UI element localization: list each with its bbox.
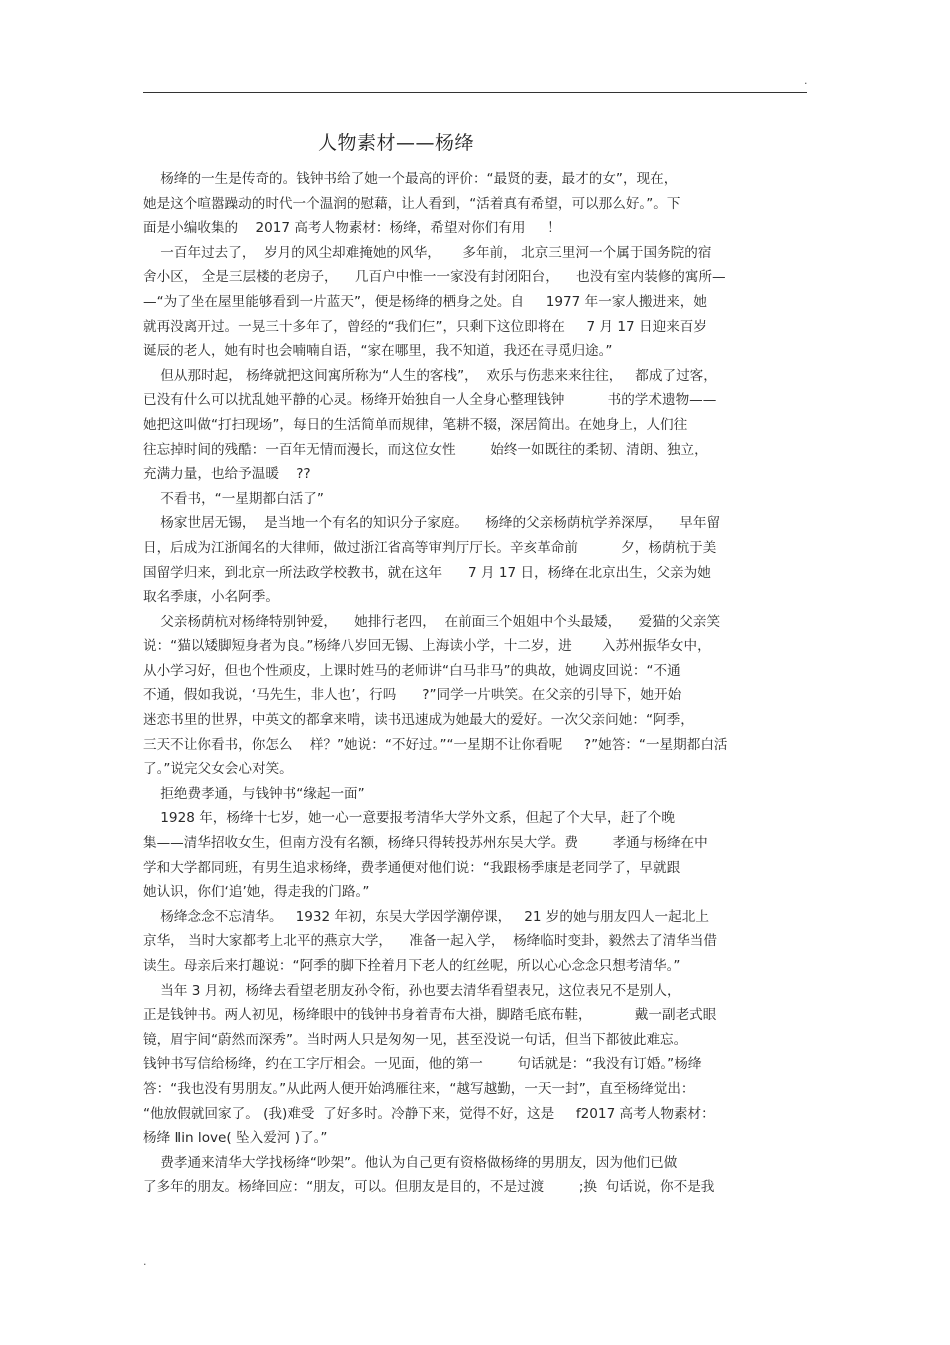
- footer-mark: .: [143, 1255, 147, 1268]
- text-line: 京华， 当时大家都考上北平的燕京大学， 准备一起入学， 杨绛临时变卦，毅然去了清华当借: [143, 933, 717, 950]
- page-title: 人物素材——杨绛: [318, 132, 475, 154]
- text-line: 她把这叫做“打扫现场”，每日的生活简单而规律，笔耕不辍，深居简出。在她身上，人们往: [143, 416, 688, 433]
- header-rule: [143, 92, 807, 93]
- text-line: 国留学归来，到北京一所法政学校教书，就在这年 7 月 17 日，杨绛在北京出生，父亲为她: [143, 564, 711, 581]
- text-line: 取名季康，小名阿季。: [143, 589, 279, 606]
- text-line: 钱钟书写信给杨绛，约在工字厅相会。一见面，他的第一 句话就是：“我没有订婚。”杨绛: [143, 1056, 702, 1073]
- text-line: 她是这个喧嚣躁动的时代一个温润的慰藉，让人看到，“活着真有希望，可以那么好。”。下: [143, 195, 681, 212]
- text-line: 镜，眉宇间“蔚然而深秀”。当时两人只是匆匆一见，甚至没说一句话，但当下都彼此难忘。: [143, 1031, 688, 1048]
- text-line: 杨绛 Ⅱin love( 坠入爱河 )了。”: [143, 1130, 328, 1147]
- text-line: 就再没离开过。一晃三十多年了，曾经的“我们仨”，只剩下这位即将在 7 月 17 日迎来百岁: [143, 318, 707, 335]
- text-line: 了多年的朋友。杨绛回应：“朋友，可以。但朋友是目的，不是过渡 ;换 句话说，你不是我: [143, 1179, 715, 1196]
- text-line: 集——清华招收女生，但南方没有名额，杨绛只得转投苏州东吴大学。费 孝通与杨绛在中: [143, 835, 708, 852]
- text-line: 父亲杨荫杭对杨绛特别钟爱， 她排行老四， 在前面三个姐姐中个头最矮， 爱猫的父亲笑: [143, 613, 721, 630]
- text-line: 杨绛的一生是传奇的。钱钟书给了她一个最高的评价：“最贤的妻，最才的女”，现在，: [143, 171, 678, 187]
- text-line: 日，后成为江浙闻名的大律师，做过浙江省高等审判厅厅长。辛亥革命前 夕，杨荫杭于美: [143, 539, 717, 556]
- header-mark: .: [804, 74, 808, 87]
- text-line: 诞辰的老人，她有时也会喃喃自语，“家在哪里，我不知道，我还在寻觅归途。”: [143, 343, 613, 360]
- article-body: [143, 167, 813, 1200]
- text-line: 往忘掉时间的残酷：一百年无情而漫长，而这位女性 始终一如既往的柔韧、清朗、独立，: [143, 441, 708, 458]
- text-line: 不通，假如我说，‘马先生，非人也’，行吗 ?”同学一片哄笑。在父亲的引导下，她开始: [143, 687, 682, 704]
- text-line: 三天不让你看书，你怎么 样？”她说：“不好过。”“一星期不让你看呢 ?”她答：“一星期都白活: [143, 736, 728, 753]
- text-line: 已没有什么可以扰乱她平静的心灵。杨绛开始独自一人全身心整理钱钟 书的学术遗物——: [143, 392, 717, 409]
- text-line: 杨绛念念不忘清华。 1932 年初，东吴大学因学潮停课， 21 岁的她与朋友四人一起北上: [143, 908, 709, 925]
- text-line: “他放假就回家了。 (我)难受 了好多时。冷静下来，觉得不好，这是 f2017 高考人物素材：: [143, 1105, 715, 1122]
- text-line: 当年 3 月初，杨绛去看望老朋友孙令衔，孙也要去清华看望表兄，这位表兄不是别人，: [143, 982, 681, 999]
- text-line: 从小学习好，但也个性顽皮，上课时姓马的老师讲“白马非马”的典故，她调皮回说：“不通: [143, 662, 681, 679]
- text-line: 舍小区， 全是三层楼的老房子， 几百户中惟一一家没有封闭阳台， 也没有室内装修的寓所—: [143, 269, 726, 286]
- text-line: 迷恋书里的世界，中英文的都拿来啃，读书迅速成为她最大的爱好。一次父亲问她：“阿季，: [143, 712, 694, 729]
- text-line: 她认识，你们‘追’她，得走我的门路。”: [143, 884, 370, 901]
- text-line: 但从那时起， 杨绛就把这间寓所称为“人生的客栈”， 欢乐与伤悲来来往往， 都成了过客，: [143, 367, 717, 384]
- text-line: 说：“猫以矮脚短身者为良。”杨绛八岁回无锡、上海读小学，十二岁，进 入苏州振华女中，: [143, 638, 711, 655]
- text-line: 一百年过去了， 岁月的风尘却难掩她的风华， 多年前， 北京三里河一个属于国务院的宿: [143, 244, 712, 261]
- text-line: 1928 年，杨绛十七岁，她一心一意要报考清华大学外文系，但起了个大早，赶了个晚: [143, 810, 675, 827]
- text-line: 不看书，“一星期都白活了”: [143, 490, 324, 507]
- text-line: 答：“我也没有男朋友。”从此两人便开始鸿雁往来，“越写越勤，一天一封”，直至杨绛觉出：: [143, 1080, 695, 1097]
- text-line: 了。”说完父女会心对笑。: [143, 761, 293, 778]
- text-line: 费孝通来清华大学找杨绛“吵架”。他认为自己更有资格做杨绛的男朋友，因为他们已做: [143, 1154, 678, 1171]
- text-line: 充满力量，也给予温暖 ??: [143, 466, 311, 483]
- text-line: —“为了坐在屋里能够看到一片蓝天”，便是杨绛的栖身之处。自 1977 年一家人搬进来，她: [143, 293, 707, 310]
- text-line: 拒绝费孝通，与钱钟书“缘起一面”: [143, 785, 365, 802]
- text-line: 读生。母亲后来打趣说：“阿季的脚下拴着月下老人的红丝呢，所以心心念念只想考清华。”: [143, 958, 681, 974]
- text-line: 杨家世居无锡， 是当地一个有名的知识分子家庭。 杨绛的父亲杨荫杭学养深厚， 早年留: [143, 515, 721, 532]
- text-line: 正是钱钟书。两人初见，杨绛眼中的钱钟书身着青布大褂，脚踏毛底布鞋， 戴一副老式眼: [143, 1007, 717, 1024]
- text-line: 面是小编收集的 2017 高考人物素材：杨绛，希望对你们有用 ！: [143, 220, 561, 237]
- text-line: 学和大学都同班，有男生追求杨绛，费孝通便对他们说：“我跟杨季康是老同学了，早就跟: [143, 859, 681, 876]
